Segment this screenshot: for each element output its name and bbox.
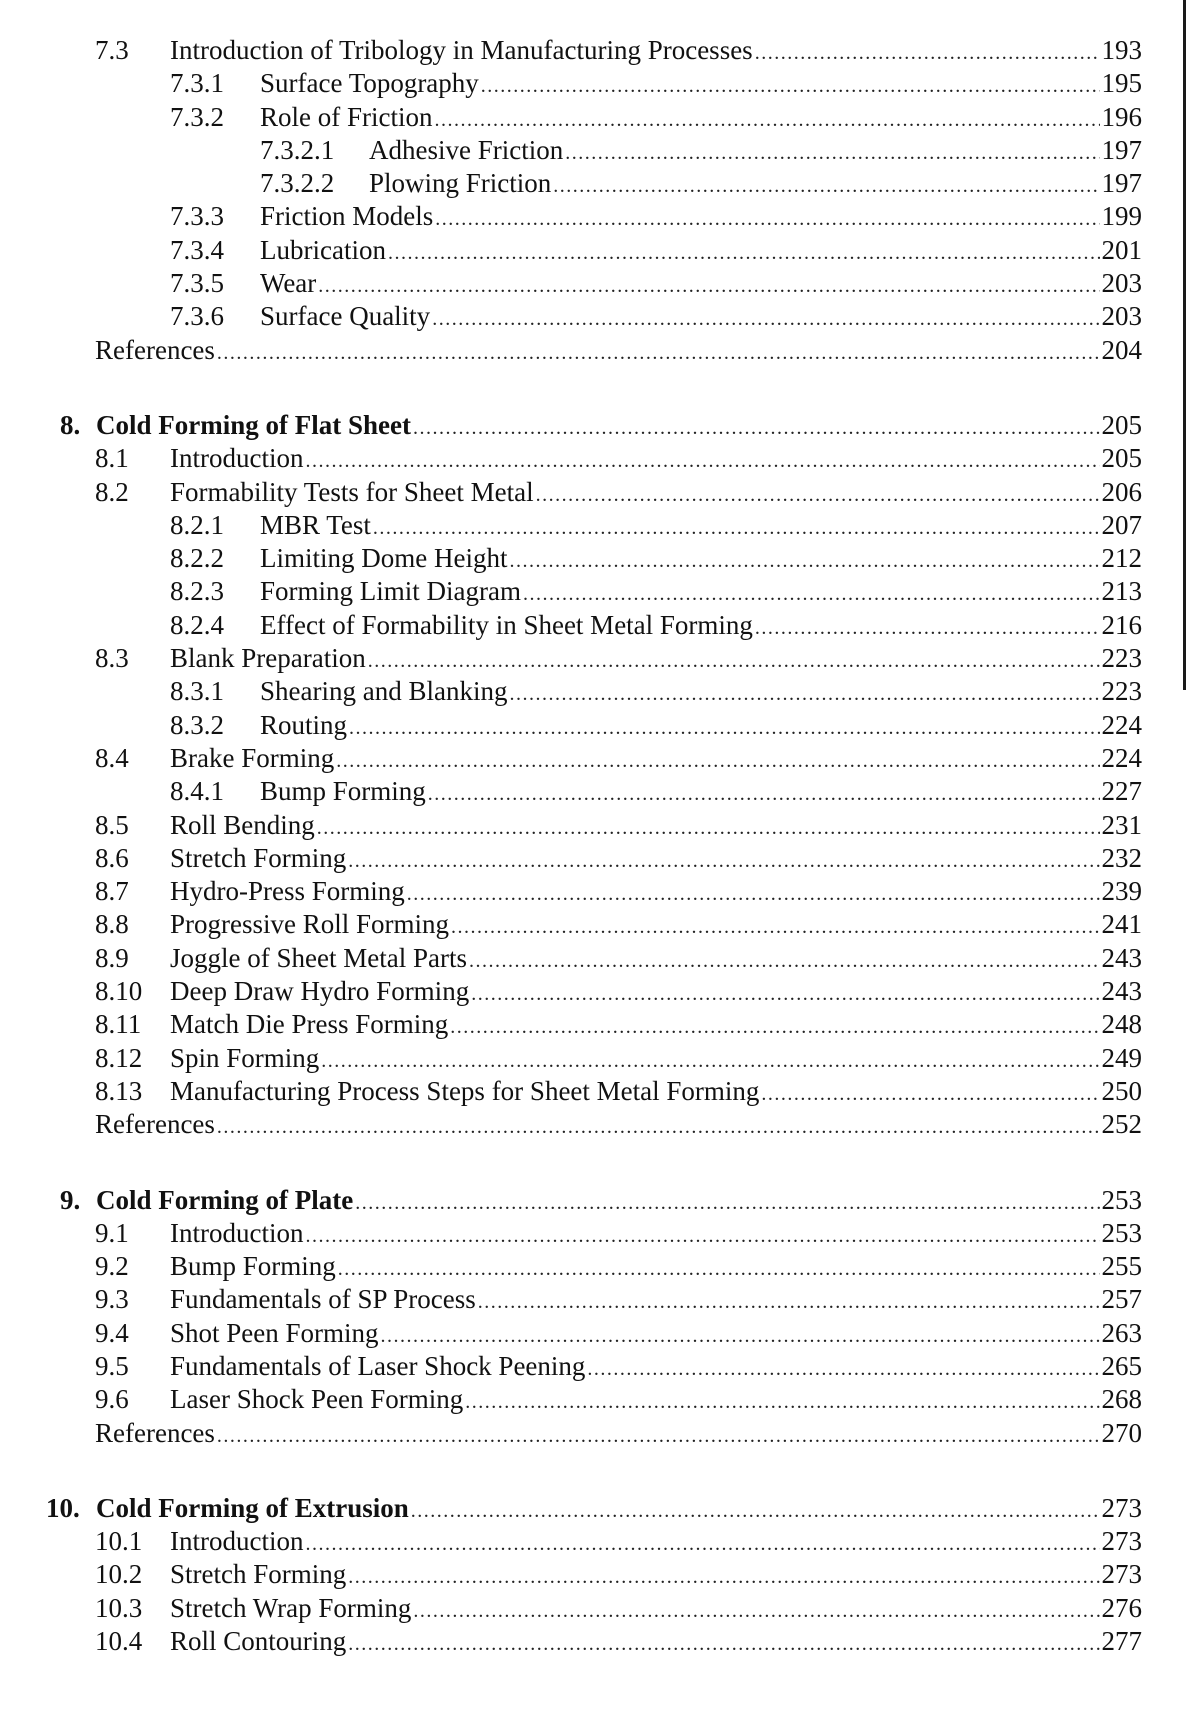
entry-title: Shearing and Blanking: [260, 676, 508, 707]
dot-leader: [348, 1561, 1099, 1594]
dot-leader: [368, 645, 1100, 678]
entry-title: Surface Topography: [260, 68, 479, 99]
entry-title: Manufacturing Process Steps for Sheet Metal Forming: [170, 1075, 760, 1106]
entry-title: MBR Test: [260, 509, 371, 540]
dot-leader: [305, 445, 1099, 478]
dot-leader: [523, 578, 1100, 611]
entry-page: 205: [1101, 443, 1142, 474]
toc-entry[interactable]: [0, 200, 1186, 233]
toc-entry[interactable]: [0, 675, 1186, 708]
entry-title: Stretch Forming: [170, 1559, 347, 1590]
chapter-number: 10.: [46, 1492, 80, 1523]
dot-leader: [565, 137, 1099, 170]
entry-page: 227: [1101, 776, 1142, 807]
dot-leader: [478, 1286, 1100, 1319]
entry-number: 10.2: [95, 1559, 143, 1590]
toc-entry[interactable]: [0, 1592, 1186, 1625]
entry-page: 265: [1101, 1350, 1142, 1381]
entry-title: Introduction of Tribology in Manufacturing Processes: [170, 35, 753, 65]
dot-leader: [305, 1220, 1099, 1253]
entry-page: 252: [1101, 1109, 1142, 1140]
toc-entry[interactable]: [0, 67, 1186, 100]
toc-entry[interactable]: [0, 875, 1186, 908]
entry-title: Effect of Formability in Sheet Metal Forming: [260, 609, 753, 640]
entry-title: Friction Models: [260, 201, 434, 232]
toc-entry[interactable]: [0, 1525, 1186, 1558]
entry-number: 8.11: [95, 1009, 142, 1040]
entry-page: 243: [1101, 976, 1142, 1007]
entry-page: 253: [1101, 1217, 1142, 1248]
entry-page: 241: [1101, 909, 1142, 940]
entry-title: Progressive Roll Forming: [170, 909, 450, 940]
dot-leader: [338, 1253, 1100, 1286]
entry-title: Introduction: [170, 1526, 304, 1557]
entry-page: 212: [1101, 543, 1142, 574]
entry-title: Spin Forming: [170, 1042, 320, 1073]
toc-entry[interactable]: [0, 1075, 1186, 1108]
entry-page: 197: [1101, 134, 1142, 165]
entry-page: 263: [1101, 1317, 1142, 1348]
entry-number: 8.5: [95, 809, 129, 840]
entry-title: Roll Contouring: [170, 1626, 347, 1657]
dot-leader: [413, 412, 1100, 445]
entry-number: 7.3.6: [170, 301, 224, 332]
entry-page: 255: [1101, 1251, 1142, 1282]
entry-title: Hydro-Press Forming: [170, 876, 405, 907]
entry-number: 9.5: [95, 1350, 129, 1381]
entry-number: 7.3.1: [170, 68, 224, 99]
entry-title: Adhesive Friction: [369, 134, 564, 165]
entry-page: 213: [1101, 576, 1142, 607]
toc-entry[interactable]: [0, 267, 1186, 300]
entry-page: 201: [1101, 234, 1142, 265]
toc-entry[interactable]: [0, 1317, 1186, 1350]
entry-title: Joggle of Sheet Metal Parts: [170, 942, 467, 973]
entry-number: 8.7: [95, 876, 129, 907]
dot-leader: [481, 70, 1100, 103]
dot-leader: [388, 237, 1100, 270]
entry-number: 7.3.3: [170, 201, 224, 232]
entry-page: 243: [1101, 942, 1142, 973]
entry-number: 7.3.4: [170, 234, 224, 265]
dot-leader: [411, 1495, 1100, 1528]
entry-number: 8.13: [95, 1075, 143, 1106]
entry-title: Roll Bending: [170, 809, 315, 840]
toc-entry[interactable]: [0, 1283, 1186, 1316]
entry-title: Lubrication: [260, 234, 386, 265]
toc-entry[interactable]: [0, 476, 1186, 509]
entry-number: 8.2.3: [170, 576, 224, 607]
toc-entry[interactable]: [0, 542, 1186, 575]
dot-leader: [465, 1386, 1099, 1419]
entry-page: 224: [1101, 709, 1142, 740]
dot-leader: [217, 337, 1100, 370]
dot-leader: [355, 1187, 1099, 1220]
entry-title: Bump Forming: [170, 1251, 336, 1282]
toc-entry[interactable]: [0, 1042, 1186, 1075]
entry-number: 8.9: [95, 942, 129, 973]
toc-entry[interactable]: [0, 775, 1186, 808]
toc-entry[interactable]: [0, 1250, 1186, 1283]
toc-entry[interactable]: [0, 709, 1186, 742]
dot-leader: [407, 878, 1100, 911]
entry-title: Stretch Wrap Forming: [170, 1592, 412, 1623]
entry-page: 268: [1101, 1384, 1142, 1415]
dot-leader: [536, 479, 1100, 512]
entry-page: 273: [1101, 1492, 1142, 1523]
dot-leader: [318, 270, 1099, 303]
entry-title: References: [95, 334, 215, 365]
toc-entry[interactable]: [0, 1558, 1186, 1591]
entry-number: 10.1: [95, 1526, 143, 1557]
toc-entry[interactable]: [0, 134, 1186, 167]
toc-chapter-entry[interactable]: [0, 1492, 1186, 1525]
entry-title: Laser Shock Peen Forming: [170, 1384, 464, 1415]
entry-page: 206: [1101, 476, 1142, 507]
dot-leader: [413, 1595, 1099, 1628]
entry-number: 9.4: [95, 1317, 129, 1348]
dot-leader: [321, 1045, 1099, 1078]
entry-page: 239: [1101, 876, 1142, 907]
entry-title: Plowing Friction: [369, 168, 552, 199]
entry-title: Limiting Dome Height: [260, 543, 508, 574]
chapter-title: Cold Forming of Flat Sheet: [96, 409, 411, 440]
dot-leader: [428, 778, 1100, 811]
entry-title: Fundamentals of Laser Shock Peening: [170, 1350, 586, 1381]
dot-leader: [761, 1078, 1099, 1111]
entry-number: 8.6: [95, 842, 129, 873]
entry-page: 249: [1101, 1042, 1142, 1073]
entry-number: 8.2.1: [170, 509, 224, 540]
entry-number: 8.3: [95, 643, 129, 674]
toc-entry-references[interactable]: [0, 1108, 1186, 1141]
dot-leader: [349, 712, 1099, 745]
entry-page: 205: [1101, 409, 1142, 440]
entry-title: References: [95, 1109, 215, 1140]
entry-page: 223: [1101, 676, 1142, 707]
toc-entry[interactable]: [0, 1625, 1186, 1658]
dot-leader: [348, 1628, 1099, 1661]
entry-title: Introduction: [170, 1217, 304, 1248]
entry-title: Introduction: [170, 443, 304, 474]
entry-title: Fundamentals of SP Process: [170, 1284, 476, 1315]
toc-entry[interactable]: [0, 609, 1186, 642]
toc-entry[interactable]: [0, 101, 1186, 134]
entry-title: References: [95, 1417, 215, 1448]
entry-number: 8.4: [95, 742, 129, 773]
entry-page: 223: [1101, 643, 1142, 674]
entry-number: 7.3.5: [170, 268, 224, 299]
entry-number: 7.3.2.1: [260, 134, 335, 165]
toc-entry[interactable]: [0, 642, 1186, 675]
entry-title: Surface Quality: [260, 301, 431, 332]
entry-title: Role of Friction: [260, 101, 433, 132]
dot-leader: [587, 1353, 1099, 1386]
toc-entry[interactable]: [0, 442, 1186, 475]
entry-title: Bump Forming: [260, 776, 426, 807]
entry-number: 10.3: [95, 1592, 143, 1623]
entry-number: 8.2.2: [170, 543, 224, 574]
entry-number: 8.2.4: [170, 609, 224, 640]
entry-page: 232: [1101, 842, 1142, 873]
toc-entry-references[interactable]: [0, 1417, 1186, 1450]
entry-page: 231: [1101, 809, 1142, 840]
entry-title: Blank Preparation: [170, 643, 366, 674]
dot-leader: [755, 37, 1100, 70]
entry-title: Brake Forming: [170, 742, 335, 773]
toc-entry[interactable]: [0, 809, 1186, 842]
entry-page: 248: [1101, 1009, 1142, 1040]
entry-title: Formability Tests for Sheet Metal: [170, 476, 534, 507]
entry-page: 193: [1101, 35, 1142, 65]
entry-number: 8.3.2: [170, 709, 224, 740]
entry-title: Routing: [260, 709, 348, 740]
entry-page: 197: [1101, 168, 1142, 199]
entry-number: 10.4: [95, 1626, 143, 1657]
entry-page: 207: [1101, 509, 1142, 540]
entry-number: 8.3.1: [170, 676, 224, 707]
entry-page: 224: [1101, 742, 1142, 773]
entry-page: 203: [1101, 268, 1142, 299]
entry-number: 8.1: [95, 443, 129, 474]
toc-chapter-entry[interactable]: [0, 1184, 1186, 1217]
entry-number: 9.2: [95, 1251, 129, 1282]
entry-number: 8.8: [95, 909, 129, 940]
entry-number: 9.1: [95, 1217, 129, 1248]
entry-number: 8.12: [95, 1042, 143, 1073]
toc-entry[interactable]: [0, 34, 1186, 67]
toc-entry[interactable]: [0, 1008, 1186, 1041]
dot-leader: [348, 845, 1099, 878]
toc-entry[interactable]: [0, 908, 1186, 941]
dot-leader: [217, 1420, 1100, 1453]
entry-page: 195: [1101, 68, 1142, 99]
entry-number: 7.3.2.2: [260, 168, 335, 199]
toc-chapter-entry[interactable]: [0, 409, 1186, 442]
chapter-title: Cold Forming of Plate: [96, 1184, 354, 1215]
entry-number: 8.2: [95, 476, 129, 507]
dot-leader: [373, 512, 1100, 545]
dot-leader: [381, 1320, 1100, 1353]
entry-number: 8.4.1: [170, 776, 224, 807]
dot-leader: [469, 945, 1100, 978]
entry-title: Shot Peen Forming: [170, 1317, 379, 1348]
entry-page: 204: [1101, 334, 1142, 365]
entry-number: 7.3.2: [170, 101, 224, 132]
dot-leader: [435, 203, 1099, 236]
toc-entry[interactable]: [0, 942, 1186, 975]
entry-title: Stretch Forming: [170, 842, 347, 873]
entry-page: 203: [1101, 301, 1142, 332]
toc-entry[interactable]: [0, 842, 1186, 875]
chapter-number: 9.: [60, 1184, 81, 1215]
entry-page: 250: [1101, 1075, 1142, 1106]
entry-number: 9.6: [95, 1384, 129, 1415]
entry-title: Deep Draw Hydro Forming: [170, 976, 470, 1007]
dot-leader: [317, 812, 1100, 845]
toc-entry[interactable]: [0, 742, 1186, 775]
dot-leader: [471, 978, 1099, 1011]
entry-page: 253: [1101, 1184, 1142, 1215]
entry-page: 199: [1101, 201, 1142, 232]
entry-page: 257: [1101, 1284, 1142, 1315]
entry-page: 277: [1101, 1626, 1142, 1657]
table-of-contents: [0, 34, 1186, 1658]
toc-entry[interactable]: [0, 575, 1186, 608]
dot-leader: [451, 911, 1099, 944]
entry-page: 276: [1101, 1592, 1142, 1623]
entry-number: 9.3: [95, 1284, 129, 1315]
dot-leader: [509, 678, 1099, 711]
dot-leader: [305, 1528, 1099, 1561]
entry-page: 273: [1101, 1526, 1142, 1557]
entry-page: 270: [1101, 1417, 1142, 1448]
toc-entry[interactable]: [0, 1217, 1186, 1250]
dot-leader: [217, 1111, 1100, 1144]
toc-entry[interactable]: [0, 300, 1186, 333]
entry-page: 216: [1101, 609, 1142, 640]
entry-title: Wear: [260, 268, 317, 299]
toc-entry[interactable]: [0, 234, 1186, 267]
chapter-number: 8.: [60, 409, 81, 440]
chapter-title: Cold Forming of Extrusion: [96, 1492, 409, 1523]
dot-leader: [336, 745, 1099, 778]
toc-entry[interactable]: [0, 1350, 1186, 1383]
entry-title: Match Die Press Forming: [170, 1009, 449, 1040]
dot-leader: [450, 1011, 1099, 1044]
dot-leader: [553, 170, 1099, 203]
toc-entry[interactable]: [0, 167, 1186, 200]
toc-entry[interactable]: [0, 509, 1186, 542]
entry-page: 196: [1101, 101, 1142, 132]
toc-entry-references[interactable]: [0, 334, 1186, 367]
entry-number: 7.3: [95, 35, 129, 65]
dot-leader: [755, 612, 1100, 645]
entry-title: Forming Limit Diagram: [260, 576, 521, 607]
entry-number: 8.10: [95, 976, 143, 1007]
toc-entry[interactable]: [0, 975, 1186, 1008]
dot-leader: [434, 104, 1099, 137]
entry-page: 273: [1101, 1559, 1142, 1590]
dot-leader: [509, 545, 1099, 578]
toc-entry[interactable]: [0, 1383, 1186, 1416]
dot-leader: [432, 303, 1099, 336]
